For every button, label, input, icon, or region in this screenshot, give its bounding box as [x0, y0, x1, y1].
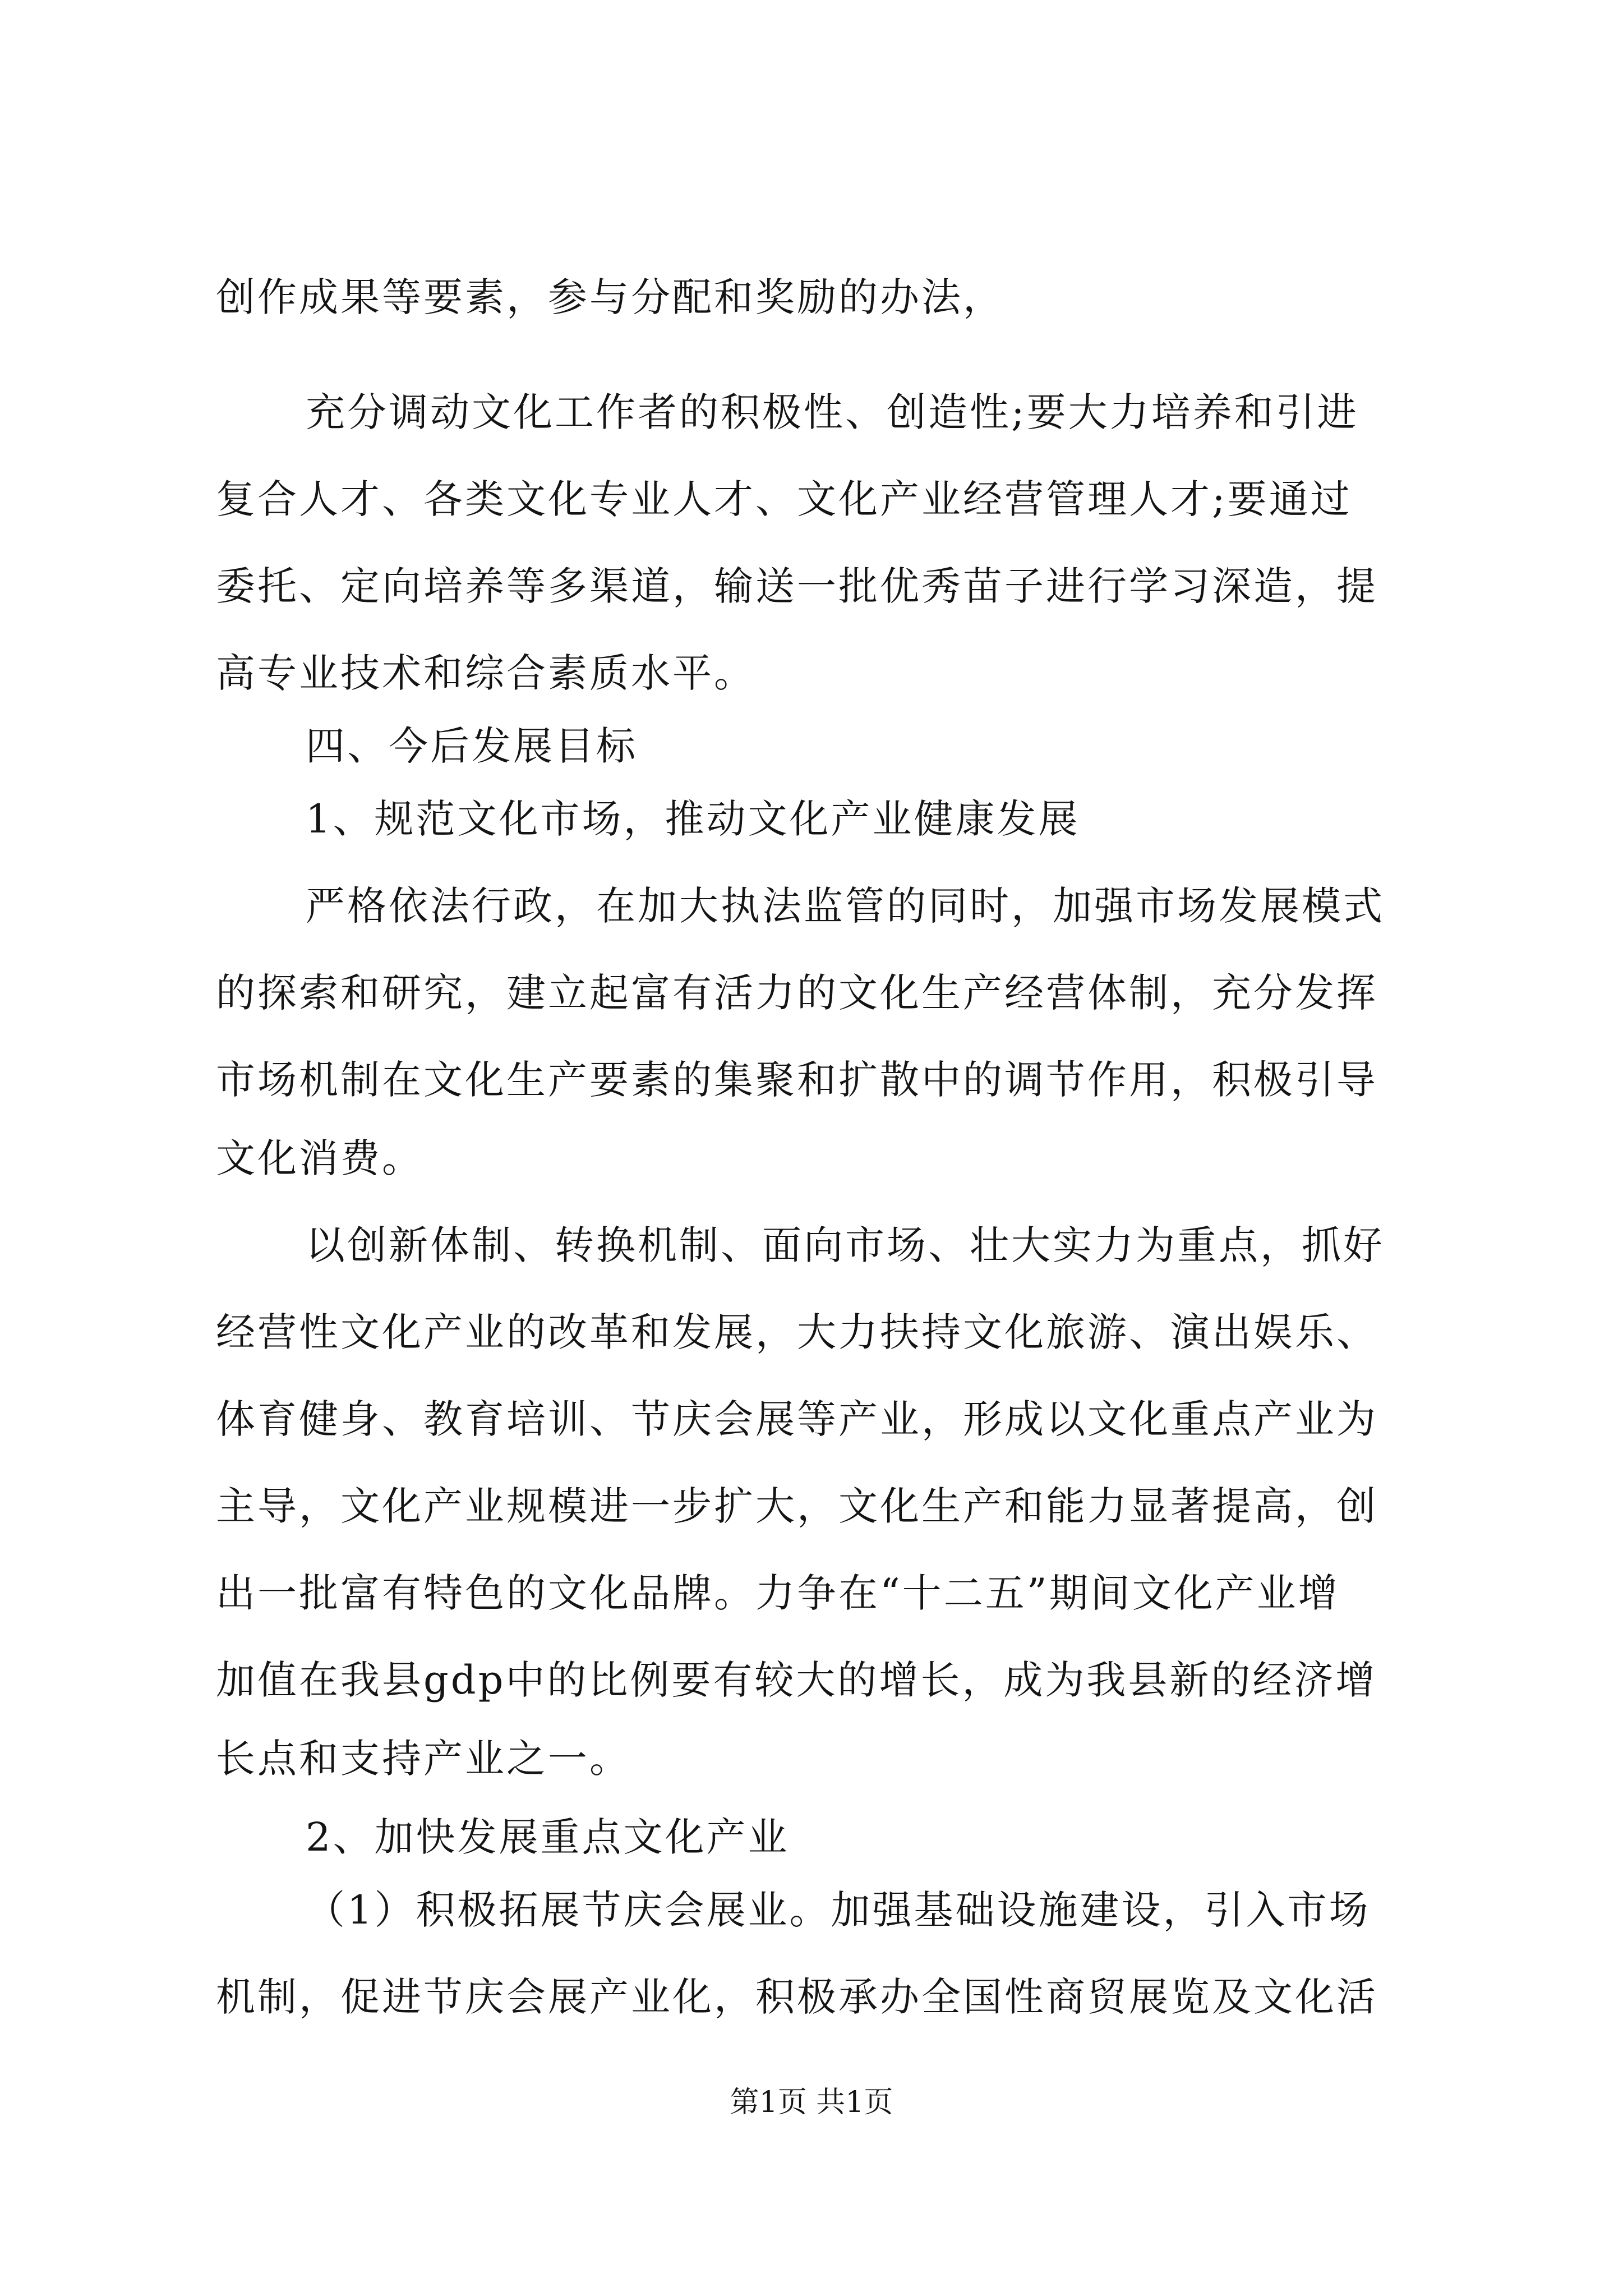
text-line: 复合人才、各类文化专业人才、文化产业经营管理人才;要通过: [216, 476, 1352, 522]
text-line: （1）积极拓展节庆会展业。加强基础设施建设，引入市场: [306, 1887, 1371, 1933]
text-line: 出一批富有特色的文化品牌。力争在“十二五”期间文化产业增: [216, 1570, 1340, 1616]
subsection-heading: 1、规范文化市场，推动文化产业健康发展: [306, 796, 1080, 842]
text-line: 充分调动文化工作者的积极性、创造性;要大力培养和引进: [306, 389, 1359, 435]
subsection-heading: 2、加快发展重点文化产业: [306, 1814, 790, 1860]
text-line: 创作成果等要素，参与分配和奖励的办法，: [216, 274, 1004, 320]
text-line: 文化消费。: [216, 1135, 423, 1181]
text-line: 体育健身、教育培训、节庆会展等产业，形成以文化重点产业为: [216, 1396, 1378, 1442]
text-line: 严格依法行政，在加大执法监管的同时，加强市场发展模式: [306, 883, 1385, 929]
text-line: 的探索和研究，建立起富有活力的文化生产经营体制，充分发挥: [216, 970, 1378, 1016]
section-heading: 四、今后发展目标: [306, 723, 638, 769]
text-line: 机制，促进节庆会展产业化，积极承办全国性商贸展览及文化活: [216, 1974, 1378, 2020]
text-line: 以创新体制、转换机制、面向市场、壮大实力为重点，抓好: [306, 1222, 1385, 1268]
text-line: 委托、定向培养等多渠道，输送一批优秀苗子进行学习深造，提: [216, 563, 1378, 609]
text-line: 市场机制在文化生产要素的集聚和扩散中的调节作用，积极引导: [216, 1057, 1378, 1103]
text-line: 高专业技术和综合素质水平。: [216, 650, 755, 696]
text-line: 经营性文化产业的改革和发展，大力扶持文化旅游、演出娱乐、: [216, 1309, 1378, 1355]
text-line: 加值在我县gdp中的比例要有较大的增长，成为我县新的经济增: [216, 1657, 1377, 1703]
page-footer: 第1页 共1页: [730, 2086, 893, 2119]
text-line: 主导，文化产业规模进一步扩大，文化生产和能力显著提高，创: [216, 1483, 1378, 1529]
text-line: 长点和支持产业之一。: [216, 1736, 631, 1782]
